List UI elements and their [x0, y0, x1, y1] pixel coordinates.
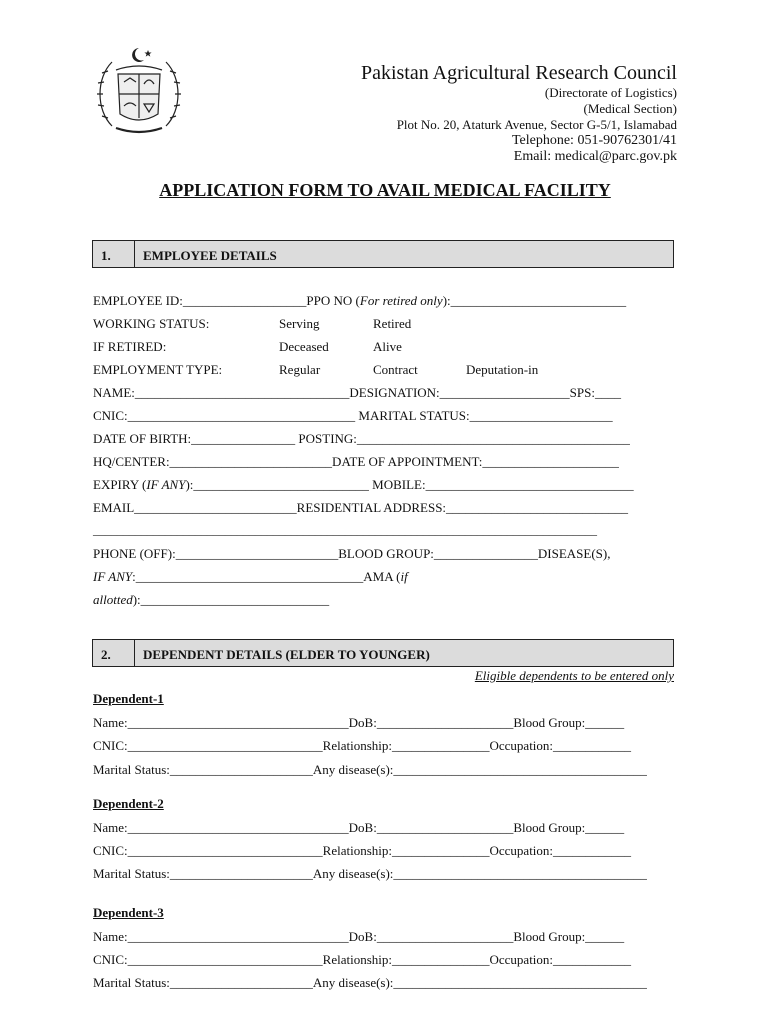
- telephone-line: Telephone: 051-90762301/41: [511, 133, 677, 148]
- working-status-label: WORKING STATUS:: [93, 316, 210, 331]
- dependent-1-heading: Dependent-1: [93, 691, 164, 706]
- hq-appointment-line[interactable]: HQ/CENTER:_________________________DATE OF APPOINTMENT:_____________________: [93, 454, 619, 469]
- employee-id-field[interactable]: EMPLOYEE ID:___________________: [93, 293, 307, 308]
- dependent-2-heading: Dependent-2: [93, 796, 164, 811]
- ama-allotted-note: allotted: [93, 592, 133, 607]
- option-deceased[interactable]: Deceased: [279, 339, 329, 354]
- dependent-2-name-line[interactable]: Name:__________________________________DoB:_____________________Blood Group:______: [93, 820, 625, 835]
- employment-type-label: EMPLOYMENT TYPE:: [93, 362, 223, 377]
- expiry-label: EXPIRY (: [93, 477, 147, 492]
- if-retired-row: [93, 339, 402, 355]
- email-line: Email: medical@parc.gov.pk: [513, 149, 677, 164]
- working-status-row: [93, 316, 412, 332]
- parc-emblem-logo: [92, 44, 186, 140]
- section-2-number: 2.: [93, 640, 135, 666]
- dependent-2-cnic-line[interactable]: CNIC:______________________________Relationship:_______________Occupation:____________: [93, 843, 632, 858]
- disease-ama-line[interactable]: [93, 569, 408, 585]
- section-2-title: DEPENDENT DETAILS (ELDER TO YOUNGER): [143, 647, 430, 662]
- expiry-mobile-field[interactable]: ):___________________________ MOBILE:________________________________: [185, 477, 634, 492]
- ppo-field[interactable]: ):___________________________: [442, 293, 627, 308]
- phone-blood-line[interactable]: PHONE (OFF):_________________________BLOOD GROUP:________________DISEASE(S),: [93, 546, 611, 561]
- dependent-1-cnic-line[interactable]: CNIC:______________________________Relationship:_______________Occupation:____________: [93, 738, 632, 753]
- dependent-2-marital-line[interactable]: Marital Status:______________________Any disease(s):_______________________________________: [93, 866, 647, 881]
- name-designation-line[interactable]: NAME:_________________________________DESIGNATION:____________________SPS:____: [93, 385, 621, 400]
- dependent-3-name-line[interactable]: Name:__________________________________DoB:_____________________Blood Group:______: [93, 929, 625, 944]
- directorate-line: (Directorate of Logistics): [544, 85, 677, 100]
- dependent-1-name-line[interactable]: Name:__________________________________DoB:_____________________Blood Group:______: [93, 715, 625, 730]
- address-continuation-line[interactable]: ____________________________________________________________________________________: [93, 523, 597, 537]
- dependent-1-marital-line[interactable]: Marital Status:______________________Any disease(s):_______________________________________: [93, 762, 647, 777]
- section-1-number: 1.: [93, 241, 135, 267]
- dependent-3-marital-line[interactable]: Marital Status:______________________Any disease(s):_______________________________________: [93, 975, 647, 990]
- if-retired-label: IF RETIRED:: [93, 339, 167, 354]
- option-serving[interactable]: Serving: [279, 316, 320, 331]
- email-address-line[interactable]: EMAIL_________________________RESIDENTIAL ADDRESS:____________________________: [93, 500, 629, 515]
- section-line: (Medical Section): [583, 101, 677, 116]
- expiry-note: IF ANY: [146, 477, 186, 492]
- ppo-label: PPO NO (: [306, 293, 360, 308]
- section-2-header: [92, 639, 674, 667]
- section-1-header: [92, 240, 674, 268]
- ama-if-note: if: [400, 569, 408, 584]
- employee-id-ppo-line[interactable]: [93, 293, 626, 309]
- ppo-note: For retired only: [359, 293, 443, 308]
- dependent-3-heading: Dependent-3: [93, 905, 164, 920]
- employment-type-row: [93, 362, 539, 378]
- ama-field[interactable]: ):_____________________________: [132, 592, 330, 607]
- disease-field[interactable]: :___________________________________AMA (: [132, 569, 401, 584]
- section-1-title: EMPLOYEE DETAILS: [143, 248, 277, 263]
- dependent-3-cnic-line[interactable]: CNIC:______________________________Relationship:_______________Occupation:____________: [93, 952, 632, 967]
- dob-posting-line[interactable]: DATE OF BIRTH:________________ POSTING:__________________________________________: [93, 431, 630, 446]
- option-regular[interactable]: Regular: [279, 362, 321, 377]
- ama-line[interactable]: [93, 592, 329, 608]
- eligible-dependents-note: Eligible dependents to be entered only: [474, 668, 674, 683]
- cnic-marital-line[interactable]: CNIC:___________________________________ MARITAL STATUS:______________________: [93, 408, 613, 423]
- if-any-note: IF ANY: [93, 569, 133, 584]
- form-title: APPLICATION FORM TO AVAIL MEDICAL FACILITY: [159, 180, 611, 200]
- option-alive[interactable]: Alive: [373, 339, 402, 354]
- organization-name: Pakistan Agricultural Research Council: [360, 62, 677, 84]
- option-deputation-in[interactable]: Deputation-in: [466, 362, 539, 377]
- address-line: Plot No. 20, Ataturk Avenue, Sector G-5/1, Islamabad: [396, 117, 677, 132]
- expiry-mobile-line[interactable]: [93, 477, 634, 493]
- option-retired[interactable]: Retired: [373, 316, 412, 331]
- option-contract[interactable]: Contract: [373, 362, 418, 377]
